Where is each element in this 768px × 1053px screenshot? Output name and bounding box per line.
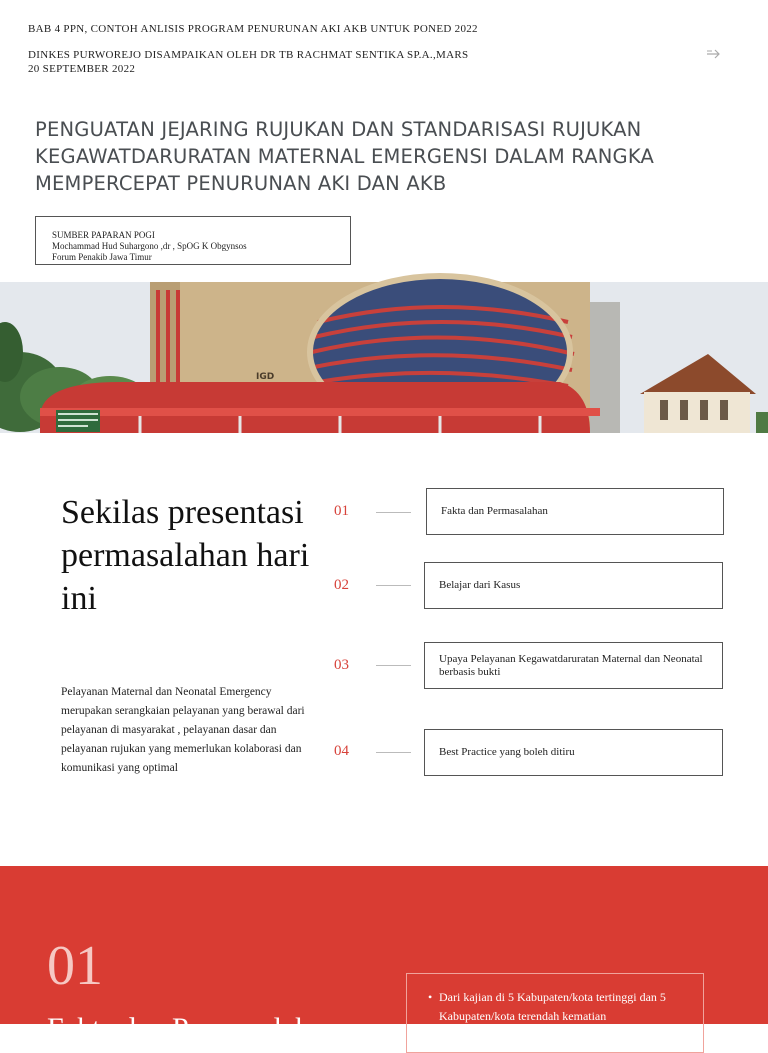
title-line-3: MEMPERCEPAT PENURUNAN AKI DAN AKB (35, 172, 447, 195)
agenda-item-3[interactable] (424, 642, 723, 689)
agenda-item-label: Belajar dari Kasus (439, 579, 521, 591)
header-line-1: BAB 4 PPN, CONTOH ANLISIS PROGRAM PENURUNAN AKI AKB UNTUK PONED 2022 (28, 23, 478, 35)
list-item: • Dari kajian di 5 Kabupaten/kota tertinggi dan 5 Kabupaten/kota terendah kematian (439, 988, 687, 1026)
section-1-heading: Fakta dan Permasalahan (47, 1012, 339, 1045)
source-author: Mochammad Hud Suhargono ,dr , SpOG K Obgynsos (52, 241, 247, 251)
agenda-connector-2 (376, 585, 411, 586)
agenda-connector-3 (376, 665, 411, 666)
agenda-number-1: 01 (334, 503, 349, 519)
agenda-item-4[interactable] (424, 729, 723, 776)
overview-heading: Sekilas presentasi permasalahan hari ini (61, 494, 310, 617)
agenda-item-label: Upaya Pelayanan Kegawatdaruratan Maternal dan Neonatal berbasis bukti (439, 652, 703, 678)
header-line-3: 20 SEPTEMBER 2022 (28, 63, 136, 75)
agenda-connector-1 (376, 512, 411, 513)
agenda-item-label: Best Practice yang boleh ditiru (439, 746, 575, 758)
source-box (35, 216, 351, 265)
source-label: SUMBER PAPARAN POGI (52, 230, 155, 240)
section-1-number: 01 (47, 935, 103, 997)
header-line-2: DINKES PURWOREJO DISAMPAIKAN OLEH DR TB RACHMAT SENTIKA SP.A.,MARS (28, 49, 469, 61)
agenda-item-label: Fakta dan Permasalahan (441, 505, 548, 517)
source-forum: Forum Penakib Jawa Timur (52, 252, 152, 262)
hospital-building-photo (0, 282, 768, 433)
title-line-1: PENGUATAN JEJARING RUJUKAN DAN STANDARISASI RUJUKAN (35, 118, 642, 141)
agenda-item-2[interactable] (424, 562, 723, 609)
overview-description: Pelayanan Maternal dan Neonatal Emergency merupakan serangkaian pelayanan yang berawal dari pelayanan di masyarakat , pelayanan dasar dan pelayanan rujukan yang memerlukan kolaborasi dan komunikasi yang optimal (61, 686, 305, 774)
agenda-connector-4 (376, 752, 411, 753)
agenda-item-1[interactable] (426, 488, 724, 535)
section-1-bullet-list (427, 988, 687, 1026)
agenda-number-2: 02 (334, 577, 349, 593)
agenda-number-3: 03 (334, 657, 349, 673)
igd-sign-text: IGD (256, 372, 275, 382)
section-1-panel (0, 866, 768, 1045)
section-1-bullet-box (406, 973, 704, 1053)
main-title (35, 116, 735, 197)
agenda-number-4: 04 (334, 743, 349, 759)
title-line-2: KEGAWATDARURATAN MATERNAL EMERGENSI DALAM RANGKA (35, 145, 655, 168)
arrow-right-icon[interactable] (706, 47, 722, 61)
